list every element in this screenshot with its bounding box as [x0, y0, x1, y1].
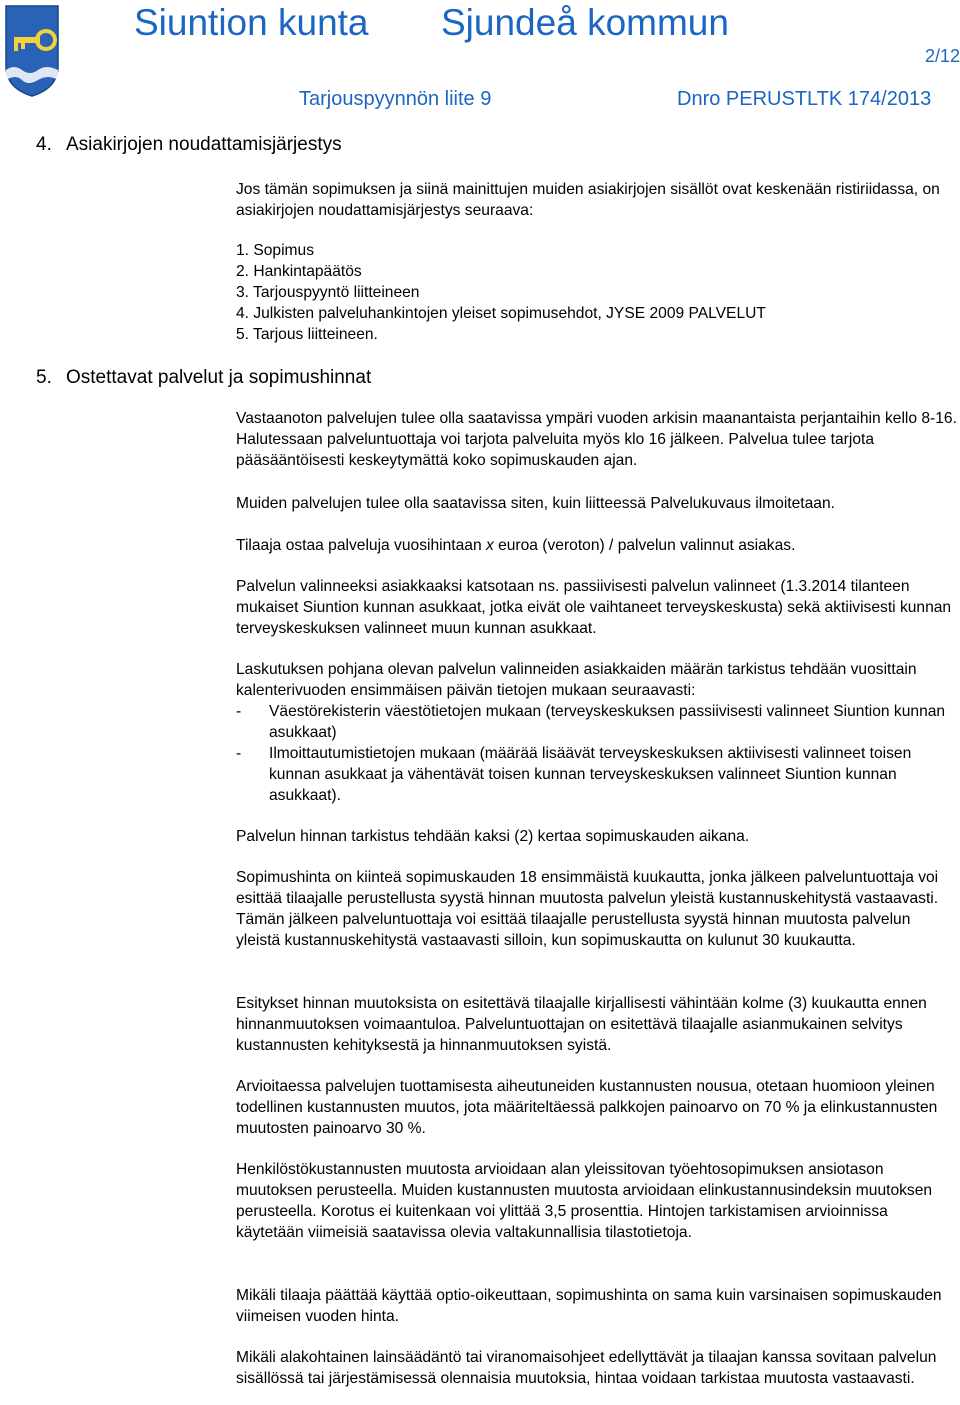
list-item: 1. Sopimus — [236, 242, 315, 259]
list-item: 5. Tarjous liitteineen. — [236, 326, 378, 343]
list-item — [236, 701, 958, 743]
list-item: 4. Julkisten palveluhankintojen yleiset sopimusehdot, JYSE 2009 PALVELUT — [236, 305, 766, 322]
list-item-text: Väestörekisterin väestötietojen mukaan (terveyskeskuksen passiivisesti valinneet Siuntion kunnan asukkaat) — [269, 703, 946, 741]
section-5-p12 — [236, 1347, 958, 1389]
section-4-number: 4. — [36, 134, 52, 155]
section-5-p3 — [236, 535, 958, 556]
section-5-heading — [36, 367, 371, 389]
section-5-p9 — [236, 1076, 958, 1139]
paragraph: Palvelun valinneeksi asiakkaaksi katsotaan ns. passiivisesti palvelun valinneet (1.3.2014 tilanteen mukaiset Siuntion kunnan asukkaat, jotka eivät ole vaihtaneet terveyskeskusta) sekä aktiivisesti kunnan terveyskeskuksen valinneet muun kunnan asukkaat. — [236, 578, 952, 637]
paragraph: Vastaanoton palvelujen tulee olla saatavissa ympäri vuoden arkisin maanantaista perjantaihin kello 8-16. Halutessaan palveluntuottaja voi tarjota palveluita myös klo 16 jälkeen. Palvelua tulee tarjota pääsääntöisesti keskeytymättä koko sopimuskauden ajan. — [236, 410, 957, 469]
text-fragment: euroa (veroton) / palvelun valinnut asiakas. — [493, 537, 796, 554]
paragraph: Sopimushinta on kiinteä sopimuskauden 18 ensimmäistä kuukautta, jonka jälkeen palveluntuottaja voi esittää tilaajalle perustellusta syystä hinnan muutosta palvelun yleistä kustannuskehitystä vastaavasti. Tämän jälkeen palveluntuottaja voi esittää tilaajalle perustellusta syystä hinnan muutosta palvelun yleistä kustannuskehitystä vastaavasti silloin, kun sopimuskautta on kulunut 30 kuukautta. — [236, 869, 939, 949]
page-number: 2/12 — [924, 46, 960, 66]
paragraph: Laskutuksen pohjana olevan palvelun valinneiden asiakkaiden määrän tarkistus tehdään vuosittain kalenterivuoden ensimmäisen päivän tietojen mukaan seuraavasti: — [236, 661, 917, 699]
paragraph: Mikäli alakohtainen lainsäädäntö tai viranomaisohjeet edellyttävät ja tilaajan kanssa sovitaan palvelun sisällössä tai järjestämisessä olennaisia muutoksia, hintaa voidaan tarkistaa muutosta vastaavasti. — [236, 1349, 937, 1387]
price-variable: x — [485, 537, 494, 554]
paragraph: Arvioitaessa palvelujen tuottamisesta aiheutuneiden kustannusten nousua, otetaan huomioon yleinen todellinen kustannusten muutos, jota määriteltäessä palkkojen painoarvo on 70 % ja elinkustannusten muutosten painoarvo 30 %. — [236, 1078, 938, 1137]
paragraph: Esitykset hinnan muutoksista on esitettävä tilaajalle kirjallisesti vähintään kolme (3) kuukautta ennen hinnanmuutoksen voimaantuloa. Palveluntuottajan on esitettävä tilaajalle asianmukainen selvitys kustannusten kehityksestä ja hinnanmuutoksen syistä. — [236, 995, 927, 1054]
section-4-title: Asiakirjojen noudattamisjärjestys — [66, 134, 342, 155]
paragraph: Henkilöstökustannusten muutosta arvioidaan alan yleissitovan työehtosopimuksen ansiotason muutoksen perusteella. Muiden kustannusten muutosta arvioidaan elinkustannusindeksin muutoksen perusteella. Korotus ei kuitenkaan voi ylittää 3,5 prosenttia. Hintojen tarkistamisen arvioinnissa käytetään viimeisiä saatavissa olevia valtakunnallisia tilastotietoja. — [236, 1161, 933, 1241]
paragraph: Mikäli tilaaja päättää käyttää optio-oikeuttaan, sopimushinta on sama kuin varsinaisen sopimuskauden viimeisen vuoden hinta. — [236, 1287, 942, 1325]
section-5-p7 — [236, 867, 958, 951]
section-5-number: 5. — [36, 367, 52, 388]
dash-bullet: - — [236, 745, 242, 762]
attachment-label: Tarjouspyynnön liite 9 — [299, 88, 492, 110]
precedence-list — [236, 240, 958, 345]
municipality-name-swedish: Sjundeå kommun — [441, 2, 729, 43]
paragraph: Muiden palvelujen tulee olla saatavissa siten, kuin liitteessä Palvelukuvaus ilmoitetaan. — [236, 495, 835, 512]
section-5-title: Ostettavat palvelut ja sopimushinnat — [66, 367, 372, 388]
section-5-p5 — [236, 659, 958, 806]
section-5-p10 — [236, 1159, 958, 1243]
list-item — [236, 743, 958, 806]
section-5-p2 — [236, 493, 958, 514]
municipality-name-finnish: Siuntion kunta — [134, 2, 369, 43]
paragraph — [236, 535, 958, 556]
section-5-p4 — [236, 576, 958, 639]
paragraph: Jos tämän sopimuksen ja siinä mainittujen muiden asiakirjojen sisällöt ovat keskenään ristiriidassa, on asiakirjojen noudattamisjärjestys seuraava: — [236, 181, 940, 219]
section-4-heading — [36, 134, 342, 156]
reference-number: Dnro PERUSTLTK 174/2013 — [677, 88, 932, 110]
paragraph: Palvelun hinnan tarkistus tehdään kaksi (2) kertaa sopimuskauden aikana. — [236, 828, 750, 845]
text-fragment: Tilaaja ostaa palveluja vuosihintaan — [236, 537, 486, 554]
section-5-p11 — [236, 1285, 958, 1327]
key-coat-of-arms-icon — [4, 4, 60, 98]
list-item: 2. Hankintapäätös — [236, 263, 362, 280]
dash-bullet: - — [236, 703, 242, 720]
section-5-p6 — [236, 826, 958, 847]
section-4-intro — [236, 179, 958, 221]
section-5-p8 — [236, 993, 958, 1056]
list-item: 3. Tarjouspyyntö liitteineen — [236, 284, 420, 301]
count-method-list — [236, 701, 958, 806]
list-item-text: Ilmoittautumistietojen mukaan (määrää lisäävät terveyskeskuksen aktiivisesti valinneet toisen kunnan asukkaat ja vähentävät toisen kunnan terveyskeskuksen valinneet Siuntion kunnan asukkaat). — [269, 745, 912, 804]
section-5-p1 — [236, 408, 958, 471]
